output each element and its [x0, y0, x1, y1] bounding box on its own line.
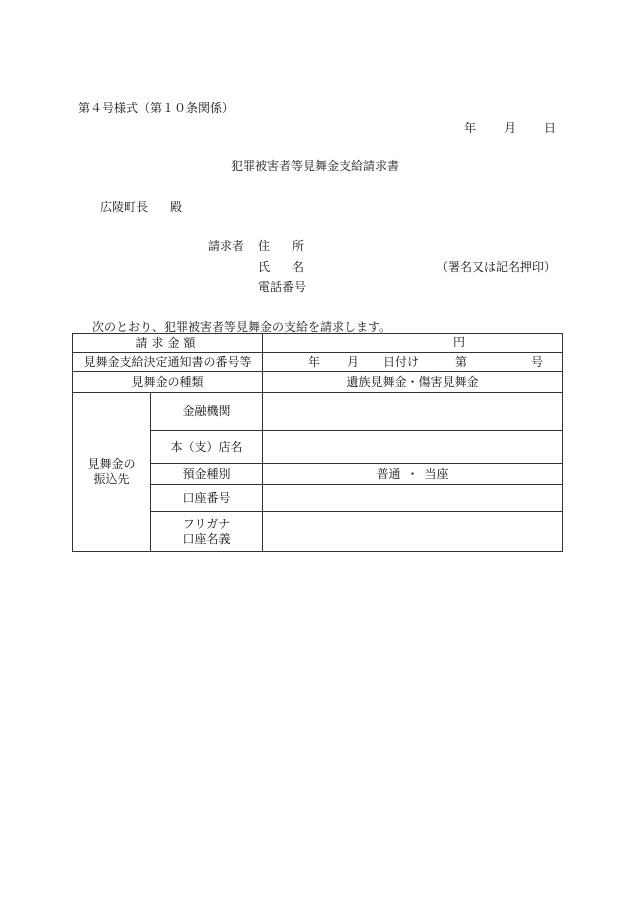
transfer-label-line-2: 振込先	[93, 472, 130, 486]
address-label-char-1: 住	[258, 239, 271, 253]
type-label: 見舞金の種類	[73, 372, 263, 393]
account-number-label: 口座番号	[151, 485, 263, 512]
amount-field[interactable]	[263, 334, 563, 353]
bank-label: 金融機関	[151, 393, 263, 431]
form-number: 第４号様式（第１０条関係）	[78, 101, 235, 115]
transfer-label	[73, 393, 151, 552]
phone-label: 電話番号	[258, 280, 307, 294]
address-label-char-2: 所	[292, 239, 305, 253]
type-row	[73, 372, 563, 393]
notice-year: 年	[308, 355, 321, 369]
amount-row	[73, 334, 563, 353]
transfer-label-line-1: 見舞金の	[87, 457, 136, 471]
yen-unit: 円	[453, 335, 466, 349]
deposit-separator: ・	[406, 466, 419, 481]
notice-row	[73, 353, 563, 372]
account-number-field[interactable]	[263, 485, 563, 512]
deposit-current: 当座	[424, 466, 449, 481]
account-name-label	[151, 512, 263, 552]
notice-go: 号	[531, 355, 544, 369]
type-bereaved: 遺族見舞金	[346, 374, 407, 389]
deposit-ordinary: 普通	[376, 466, 401, 481]
name-label	[258, 258, 304, 275]
notice-dai: 第	[455, 355, 468, 369]
furigana-label: フリガナ	[182, 516, 231, 531]
amount-label: 請求金額	[73, 334, 263, 353]
signature-note: （署名又は記名押印）	[436, 260, 557, 274]
addressee	[100, 198, 182, 215]
account-holder-label: 口座名義	[182, 531, 231, 546]
name-label-char-1: 氏	[258, 260, 271, 274]
addressee-honorific: 殿	[170, 200, 183, 214]
claim-table	[72, 333, 563, 552]
date-month-label: 月	[504, 121, 517, 135]
name-label-char-2: 名	[292, 260, 305, 274]
type-injury: 傷害見舞金	[418, 374, 479, 389]
type-field[interactable]	[263, 372, 563, 393]
date-line	[464, 119, 556, 136]
notice-field[interactable]	[263, 353, 563, 372]
bank-row	[73, 393, 563, 431]
notice-label: 見舞金支給決定通知書の番号等	[73, 353, 263, 372]
branch-field[interactable]	[263, 431, 563, 464]
document-title: 犯罪被害者等見舞金支給請求書	[230, 159, 399, 173]
notice-month: 月	[347, 355, 360, 369]
addressee-name: 広陵町長	[100, 200, 149, 214]
account-name-field[interactable]	[263, 512, 563, 552]
address-label	[258, 237, 304, 254]
bank-field[interactable]	[263, 393, 563, 431]
deposit-type-field[interactable]	[263, 464, 563, 485]
claimant-label: 請求者	[208, 239, 245, 253]
deposit-type-label: 預金種別	[151, 464, 263, 485]
notice-dated: 日付け	[383, 355, 420, 369]
date-year-label: 年	[464, 121, 477, 135]
branch-label: 本（支）店名	[151, 431, 263, 464]
date-day-label: 日	[544, 121, 557, 135]
intro-text: 次のとおり、犯罪被害者等見舞金の支給を請求します。	[92, 320, 392, 334]
type-separator: ・	[406, 374, 419, 389]
